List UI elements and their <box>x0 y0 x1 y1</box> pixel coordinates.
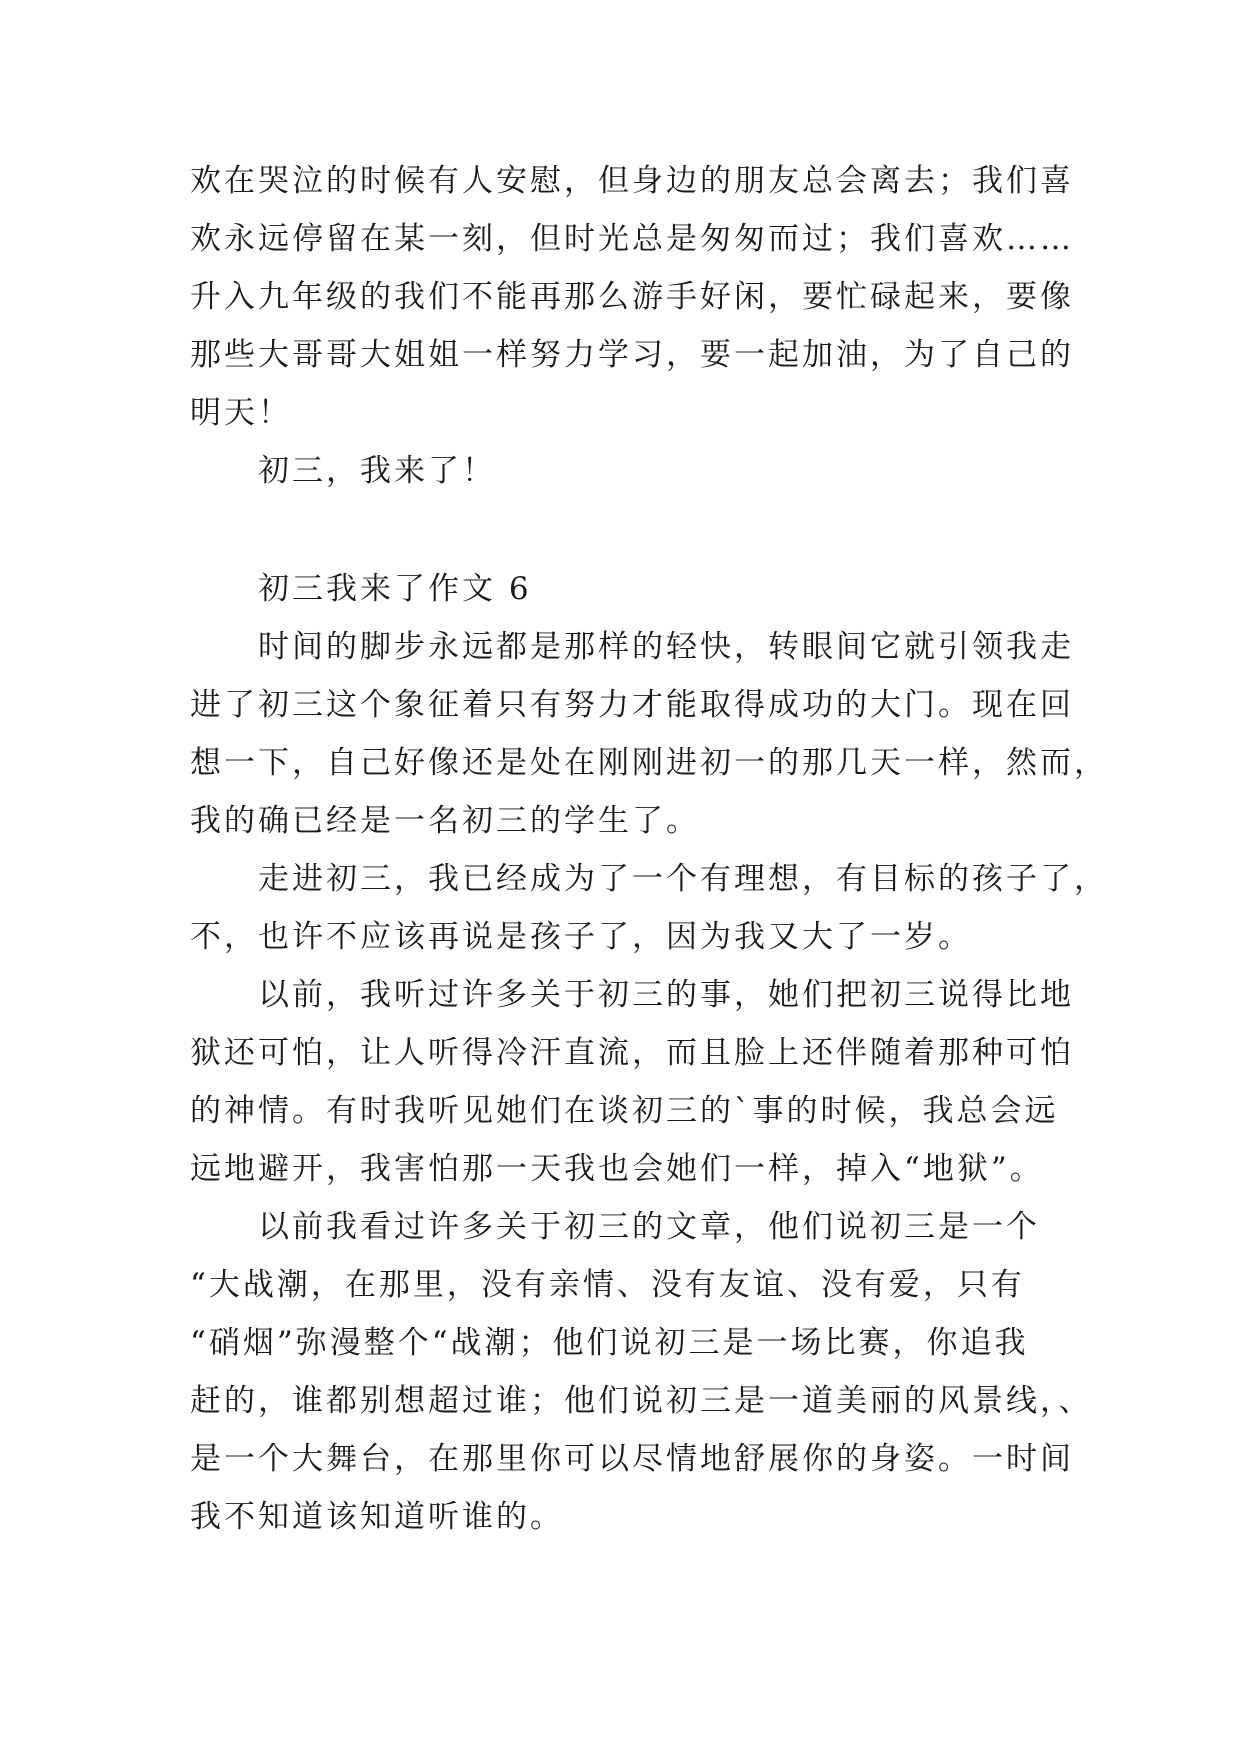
text-line: 的神情。有时我听见她们在谈初三的`事的时候，我总会远 <box>190 1093 1059 1129</box>
section-title: 初三我来了作文 6 <box>258 571 532 607</box>
text-line: 进了初三这个象征着只有努力才能取得成功的大门。现在回 <box>190 687 1074 723</box>
text-line: 初三，我来了！ <box>258 453 496 489</box>
paragraph-block-1 <box>190 152 1074 500</box>
text-line: 不，也许不应该再说是孩子了，因为我又大了一岁。 <box>190 919 972 955</box>
text-line: “硝烟”弥漫整个“战潮；他们说初三是一场比赛，你追我 <box>190 1325 1029 1361</box>
text-line: 明天！ <box>190 395 292 431</box>
text-line: 想一下，自己好像还是处在刚刚进初一的那几天一样，然而， <box>190 745 1108 781</box>
text-line: 欢在哭泣的时候有人安慰，但身边的朋友总会离去；我们喜 <box>190 163 1074 199</box>
text-line: 以前，我听过许多关于初三的事，她们把初三说得比地 <box>258 977 1074 1013</box>
text-line: 那些大哥哥大姐姐一样努力学习，要一起加油，为了自己的 <box>190 337 1074 373</box>
text-line: 以前我看过许多关于初三的文章，他们说初三是一个 <box>258 1209 1040 1245</box>
text-line: 时间的脚步永远都是那样的轻快，转眼间它就引领我走 <box>258 629 1074 665</box>
text-line: 赶的，谁都别想超过谁；他们说初三是一道美丽的风景线，、 <box>190 1383 1093 1419</box>
text-line: 我的确已经是一名初三的学生了。 <box>190 803 700 839</box>
text-line: “大战潮，在那里，没有亲情、没有友谊、没有爱，只有 <box>190 1267 1025 1303</box>
text-line: 走进初三，我已经成为了一个有理想，有目标的孩子了， <box>258 861 1108 897</box>
text-line: 欢永远停留在某一刻，但时光总是匆匆而过；我们喜欢…… <box>190 221 1074 257</box>
text-line: 我不知道该知道听谁的。 <box>190 1499 564 1535</box>
text-line: 升入九年级的我们不能再那么游手好闲，要忙碌起来，要像 <box>190 279 1074 315</box>
text-line: 远地避开，我害怕那一天我也会她们一样，掉入“地狱”。 <box>190 1151 1044 1187</box>
text-line: 狱还可怕，让人听得冷汗直流，而且脸上还伴随着那种可怕 <box>190 1035 1074 1071</box>
paragraph-block-2 <box>190 560 1108 1546</box>
text-line: 是一个大舞台，在那里你可以尽情地舒展你的身姿。一时间 <box>190 1441 1074 1477</box>
